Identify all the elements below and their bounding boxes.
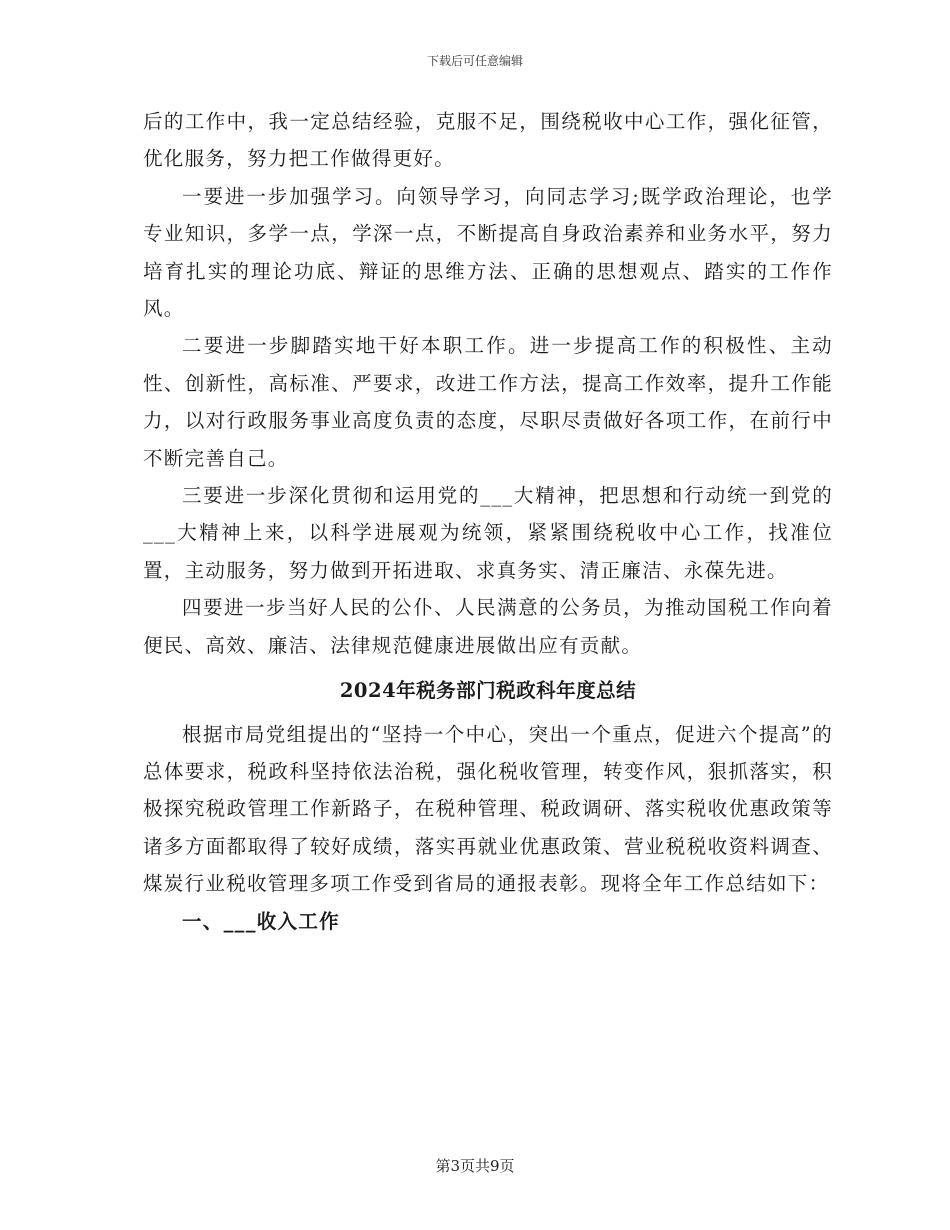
intro-paragraph: 根据市局党组提出的“坚持一个中心，突出一个重点，促进六个提高”的总体要求，税政科坚持依法治税，强化税收管理，转变作风，狠抓落实，积极探究税政管理工作新路子，在税种管理、税政调研、落实税收优惠政策等诸多方面都取得了较好成绩，落实再就业优惠政策、营业税税收资料调查、煤炭行业税收管理多项工作受到省局的通报表彰。现将全年工作总结如下： [143,722,833,896]
page-header: 下载后可任意编辑 [426,54,523,68]
point-paragraph-4: 四要进一步当好人民的公仆、人民满意的公务员，为推动国税工作向着便民、高效、廉洁、法律规范健康进展做出应有贡献。 [143,596,833,657]
document-body [143,103,833,940]
point-paragraph-1: 一要进一步加强学习。向领导学习，向同志学习;既学政治理论，也学专业知识，多学一点，学深一点，不断提高自身政治素养和业务水平，努力培育扎实的理论功底、辩证的思维方法、正确的思想观点、踏实的工作作风。 [143,184,833,321]
continuation-paragraph: 后的工作中，我一定总结经验，克服不足，围绕税收中心工作，强化征管，优化服务，努力把工作做得更好。 [143,110,833,171]
section-title: 2024年税务部门税政科年度总结 [339,679,637,703]
point-paragraph-2: 二要进一步脚踏实地干好本职工作。进一步提高工作的积极性、主动性、创新性，高标准、严要求，改进工作方法，提高工作效率，提升工作能力，以对行政服务事业高度负责的态度，尽职尽责做好各项工作，在前行中不断完善自己。 [143,334,833,470]
section-heading-1: 一、___收入工作 [182,909,340,933]
page-number: 第3页共9页 [435,1157,515,1175]
point-paragraph-3: 三要进一步深化贯彻和运用党的___大精神，把思想和行动统一到党的___大精神上来，以科学进展观为统领，紧紧围绕税收中心工作，找准位置，主动服务，努力做到开拓进取、求真务实、清正廉洁、永葆先进。 [143,484,833,582]
